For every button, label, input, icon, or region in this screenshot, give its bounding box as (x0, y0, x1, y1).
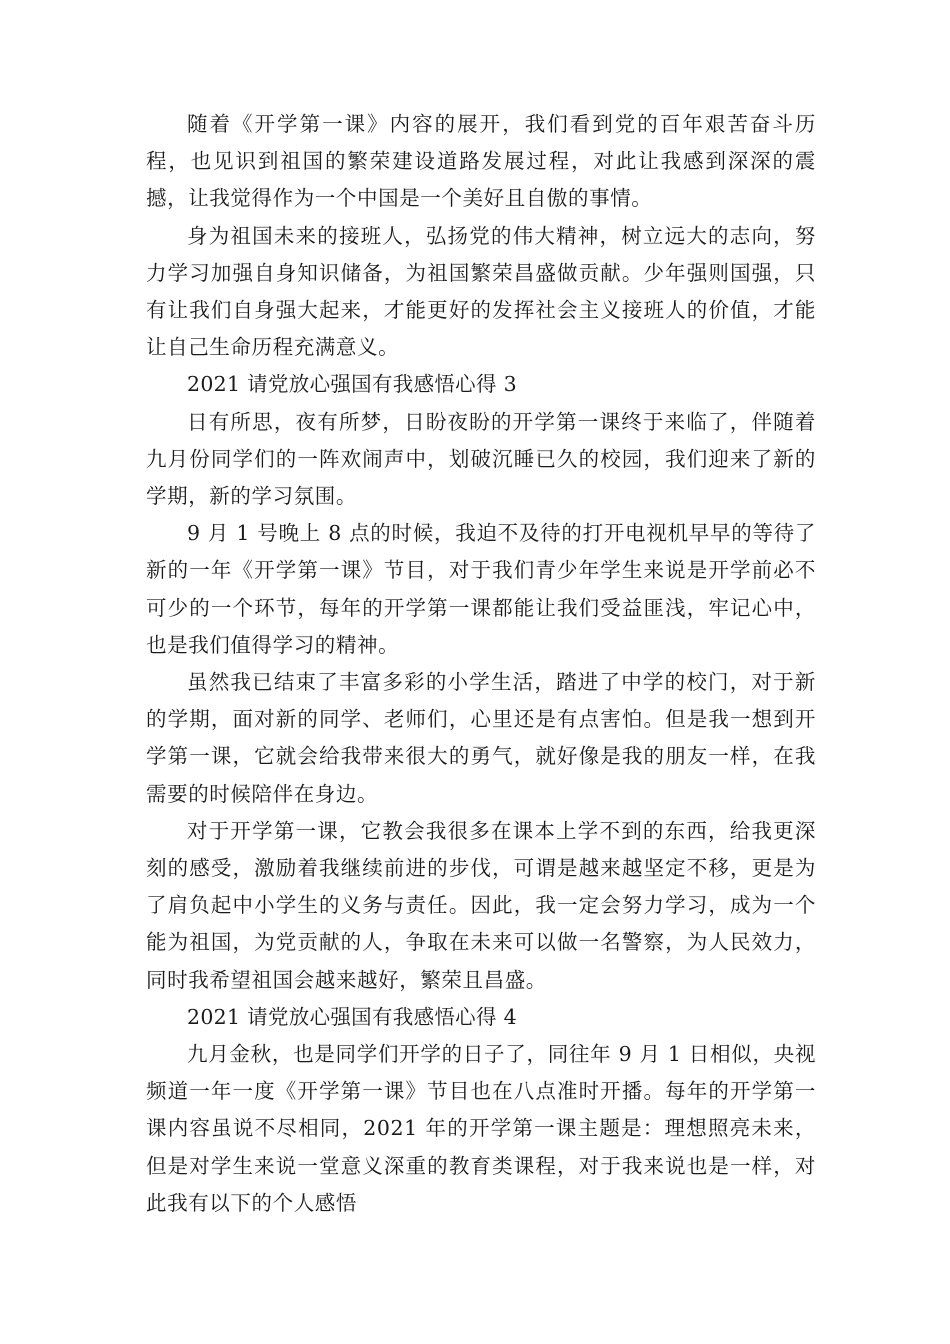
paragraph-6: 对于开学第一课，它教会我很多在课本上学不到的东西，给我更深刻的感受，激励着我继续前进的步伐，可谓是越来越坚定不移，更是为了肩负起中小学生的义务与责任。因此，我一定会努力学习，成为一个能为祖国，为党贡献的人，争取在未来可以做一名警察，为人民效力，同时我希望祖国会越来越好，繁荣且昌盛。 (146, 818, 816, 992)
document-body (146, 106, 816, 1222)
section-heading-4: 2021 请党放心强国有我感悟心得 4 (187, 1004, 517, 1029)
paragraph-3: 日有所思，夜有所梦，日盼夜盼的开学第一课终于来临了，伴随着九月份同学们的一阵欢闹声中，划破沉睡已久的校园，我们迎来了新的学期，新的学习氛围。 (146, 409, 816, 509)
paragraph-1: 随着《开学第一课》内容的展开，我们看到党的百年艰苦奋斗历程，也见识到祖国的繁荣建设道路发展过程，对此让我感到深深的震撼，让我觉得作为一个中国是一个美好且自傲的事情。 (146, 112, 816, 211)
paragraph-5: 虽然我已结束了丰富多彩的小学生活，踏进了中学的校门，对于新的学期，面对新的同学、老师们，心里还是有点害怕。但是我一想到开学第一课，它就会给我带来很大的勇气，就好像是我的朋友一样，在我需要的时候陪伴在身边。 (146, 670, 816, 806)
paragraph-4: 9 月 1 号晚上 8 点的时候，我迫不及待的打开电视机早早的等待了新的一年《开学第一课》节目，对于我们青少年学生来说是开学前必不可少的一个环节，每年的开学第一课都能让我们受益匪浅，牢记心中，也是我们值得学习的精神。 (146, 521, 816, 657)
section-heading-3: 2021 请党放心强国有我感悟心得 3 (187, 372, 517, 397)
paragraph-2: 身为祖国未来的接班人，弘扬党的伟大精神，树立远大的志向，努力学习加强自身知识储备，为祖国繁荣昌盛做贡献。少年强则国强，只有让我们自身强大起来，才能更好的发挥社会主义接班人的价值，才能让自己生命历程充满意义。 (146, 223, 816, 360)
paragraph-7: 九月金秋，也是同学们开学的日子了，同往年 9 月 1 日相似，央视频道一年一度《开学第一课》节目也在八点准时开播。每年的开学第一课内容虽说不尽相同，2021 年的开学第一课主题是：理想照亮未来，但是对学生来说一堂意义深重的教育类课程，对于我来说也是一样，对此我有以下的个人感悟 (146, 1042, 816, 1215)
